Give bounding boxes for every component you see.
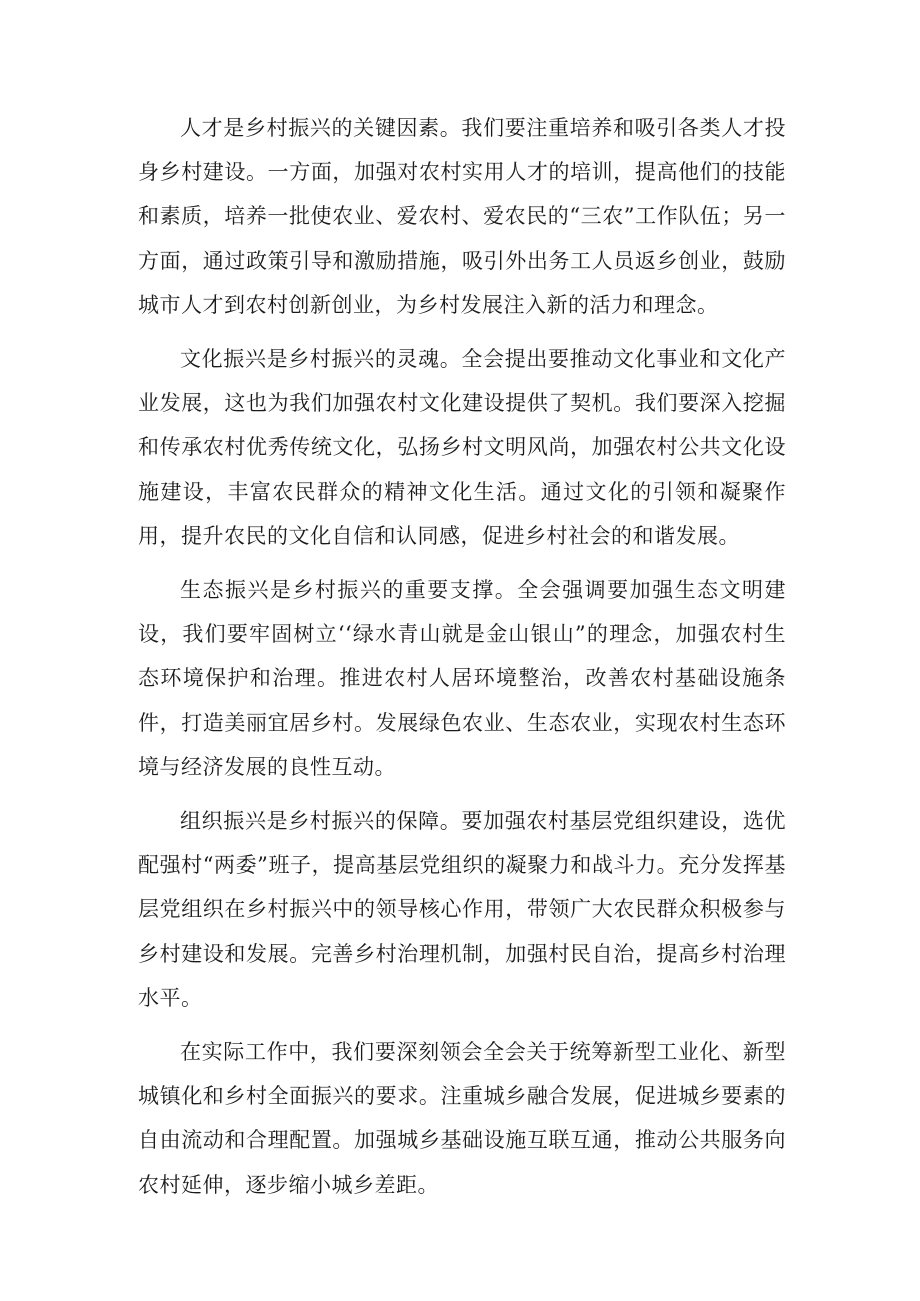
paragraph-practice: 在实际工作中，我们要深刻领会全会关于统筹新型工业化、新型城镇化和乡村全面振兴的要求。注重城乡融合发展，促进城乡要素的自由流动和合理配置。加强城乡基础设施互联互通，推动公共服务向农村延伸，逐步缩小城乡差距。 bbox=[138, 1040, 786, 1197]
paragraph-organization: 组织振兴是乡村振兴的保障。要加强农村基层党组织建设，选优配强村“两委”班子，提高基层党组织的凝聚力和战斗力。充分发挥基层党组织在乡村振兴中的领导核心作用，带领广大农民群众积极参与乡村建设和发展。完善乡村治理机制，加强村民自治，提高乡村治理水平。 bbox=[138, 809, 786, 1010]
paragraph-ecology: 生态振兴是乡村振兴的重要支撑。全会强调要加强生态文明建设，我们要牢固树立‘‘绿水青山就是金山银山”的理念，加强农村生态环境保护和治理。推进农村人居环境整治，改善农村基础设施条件，打造美丽宜居乡村。发展绿色农业、生态农业，实现农村生态环境与经济发展的良性互动。 bbox=[138, 578, 786, 779]
paragraph-talent: 人才是乡村振兴的关键因素。我们要注重培养和吸引各类人才投身乡村建设。一方面，加强对农村实用人才的培训，提高他们的技能和素质，培养一批使农业、爱农村、爱农民的“三农”工作队伍；另一方面，通过政策引导和激励措施，吸引外出务工人员返乡创业，鼓励城市人才到农村创新创业，为乡村发展注入新的活力和理念。 bbox=[138, 116, 786, 317]
document-page bbox=[138, 106, 786, 1217]
paragraph-culture: 文化振兴是乡村振兴的灵魂。全会提出要推动文化事业和文化产业发展，这也为我们加强农村文化建设提供了契机。我们要深入挖掘和传承农村优秀传统文化，弘扬乡村文明风尚，加强农村公共文化设施建设，丰富农民群众的精神文化生活。通过文化的引领和凝聚作用，提升农民的文化自信和认同感，促进乡村社会的和谐发展。 bbox=[138, 347, 786, 548]
